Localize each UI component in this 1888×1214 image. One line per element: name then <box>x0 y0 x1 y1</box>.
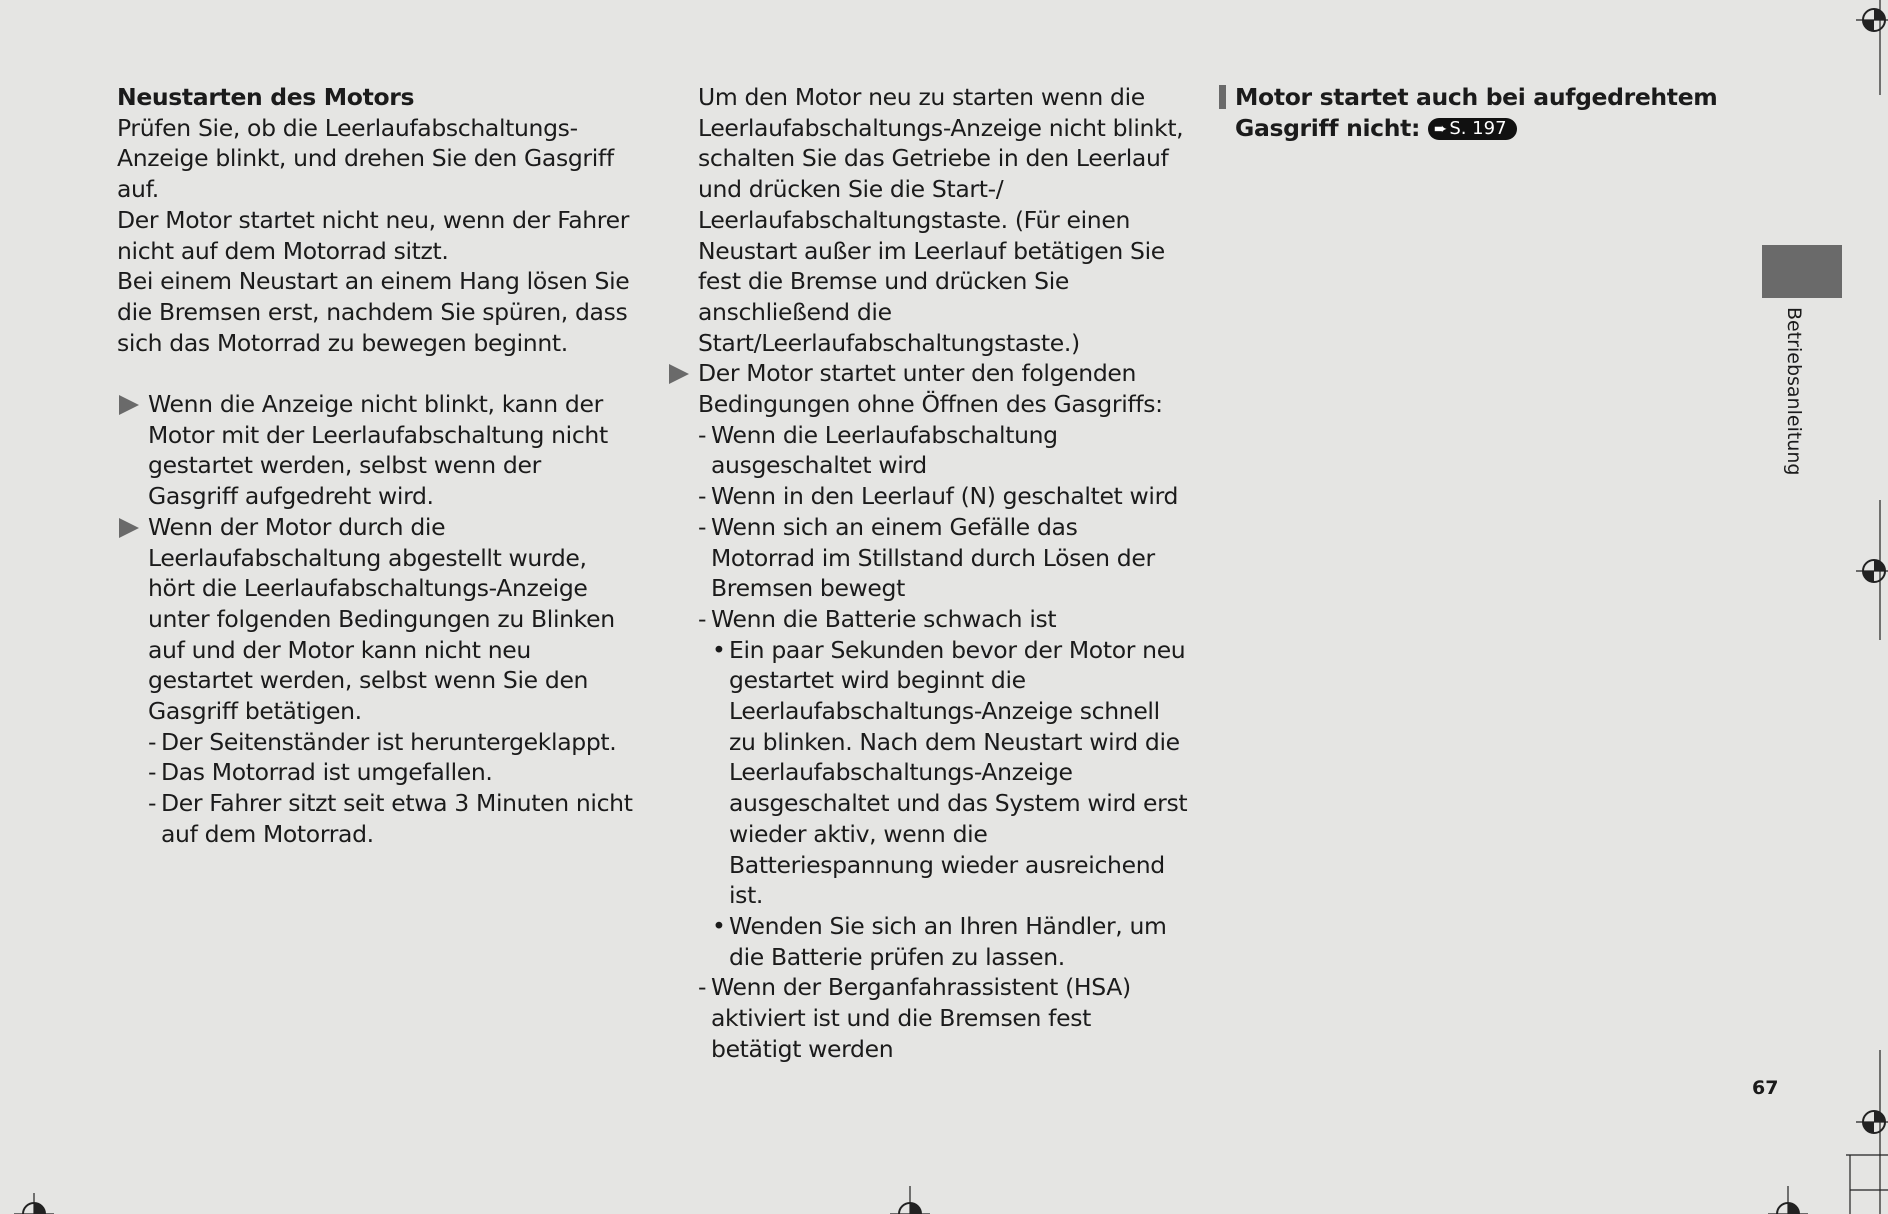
note-item: Wenn der Motor durch die Leerlaufabschaltung abgestellt wurde, hört die Leerlaufabschaltungs-Anzeige unter folgenden Bedingungen zu Blinken auf und der Motor kann nicht neu gestartet werden, selbst wenn Sie den Gasgriff betätigen. - Der Seitenständer ist heruntergeklappt. - Das Motorrad ist umgefallen. - Der Fahrer sitzt seit etwa 3 Minuten nicht auf dem Motorrad. <box>117 512 637 850</box>
paragraph: Der Motor startet nicht neu, wenn der Fahrer nicht auf dem Motorrad sitzt. <box>117 205 630 265</box>
registration-mark-icon <box>14 1193 54 1214</box>
condition-item: - Der Fahrer sitzt seit etwa 3 Minuten nicht auf dem Motorrad. <box>148 788 637 849</box>
registration-mark-icon <box>1856 1111 1888 1133</box>
paragraph: Bei einem Neustart an einem Hang lösen Sie die Bremsen erst, nachdem Sie spüren, dass sich das Motorrad zu bewegen beginnt. <box>117 267 630 357</box>
registration-mark-icon <box>1856 9 1888 31</box>
bullet-item: • Wenden Sie sich an Ihren Händler, um die Batterie prüfen zu lassen. <box>698 911 1188 972</box>
registration-mark-icon <box>890 1186 930 1214</box>
page-number: 67 <box>1752 1077 1779 1099</box>
note-item: Wenn die Anzeige nicht blinkt, kann der Motor mit der Leerlaufabschaltung nicht gestartet werden, selbst wenn der Gasgriff aufgedreht wird. <box>117 389 637 512</box>
registration-mark-icon <box>1856 560 1888 582</box>
section-heading: Neustarten des Motors <box>117 83 415 111</box>
paragraph: Prüfen Sie, ob die Leerlaufabschaltungs-Anzeige blinkt, und drehen Sie den Gasgriff auf. <box>117 113 614 204</box>
chapter-label: Betriebsanleitung <box>1783 307 1805 476</box>
bullet-item: • Ein paar Sekunden bevor der Motor neu gestartet wird beginnt die Leerlaufabschaltungs-Anzeige schnell zu blinken. Nach dem Neustart wird die Leerlaufabschaltungs-Anzeige ausgeschaltet und das System wird erst wieder aktiv, wenn die Batteriespannung wieder ausreichend ist. <box>698 635 1188 911</box>
condition-item: - Wenn die Leerlaufabschaltung ausgeschaltet wird <box>698 420 1188 481</box>
condition-item: - Wenn der Berganfahrassistent (HSA) aktiviert ist und die Bremsen fest betätigt werden <box>698 972 1188 1064</box>
page-reference-link[interactable]: ➨ S. 197 <box>1428 118 1517 140</box>
condition-item: - Das Motorrad ist umgefallen. <box>148 757 637 788</box>
condition-item: - Wenn in den Leerlauf (N) geschaltet wird <box>698 481 1188 512</box>
condition-item: - Der Seitenständer ist heruntergeklappt. <box>148 727 637 758</box>
arrow-right-icon: ➨ <box>1433 118 1448 138</box>
note-item: Der Motor startet unter den folgenden Bedingungen ohne Öffnen des Gasgriffs: <box>698 358 1188 419</box>
condition-item: - Wenn die Batterie schwach ist <box>698 604 1188 635</box>
paragraph: Um den Motor neu zu starten wenn die Leerlaufabschaltungs-Anzeige nicht blinkt, schalten Sie das Getriebe in den Leerlauf und drücken Sie die Start-/ Leerlaufabschaltungstaste. (Für einen Neustart außer im Leerlauf betätigen Sie fest die Bremse und drücken Sie anschließend die Start/Leerlaufabschaltungstaste.) <box>698 83 1184 357</box>
condition-item: - Wenn sich an einem Gefälle das Motorrad im Stillstand durch Lösen der Bremsen bewegt <box>698 512 1188 604</box>
reference-heading: Motor startet auch bei aufgedrehtem Gasgriff nicht: ➨ S. 197 <box>1219 82 1739 143</box>
registration-mark-icon <box>1768 1186 1808 1214</box>
